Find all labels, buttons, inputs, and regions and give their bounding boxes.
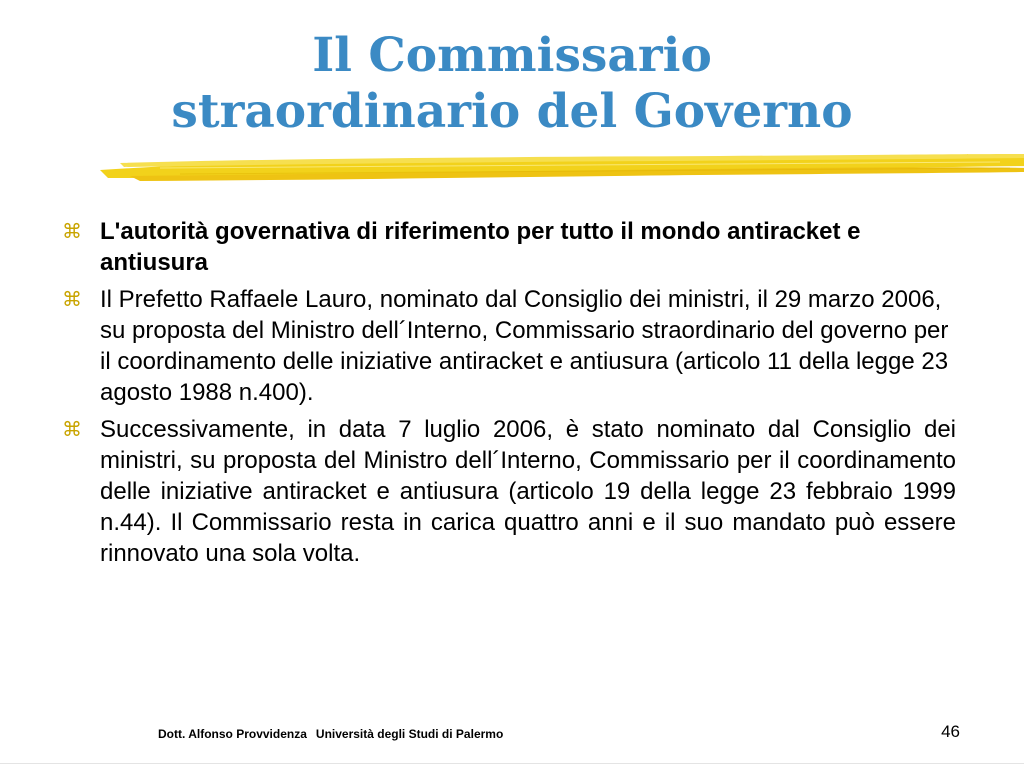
command-icon: ⌘ <box>62 287 82 311</box>
list-item <box>62 216 956 278</box>
footer-institution: Università degli Studi di Palermo <box>315 727 504 741</box>
slide-title <box>60 28 964 140</box>
list-item <box>62 414 956 569</box>
title-line-1: Il Commissario <box>312 28 712 83</box>
command-icon: ⌘ <box>62 219 82 243</box>
brush-stroke-underline <box>100 148 1024 188</box>
bottom-divider <box>0 763 1024 764</box>
list-item <box>62 284 956 408</box>
bullet-text: Il Prefetto Raffaele Lauro, nominato dal Consiglio dei ministri, il 29 marzo 2006, su proposta del Ministro dell´Interno, Commissario straordinario del governo per il coordinamento delle iniziative antiracket e antiusura (articolo 11 della legge 23 agosto 1988 n.400). <box>100 286 949 406</box>
footer <box>158 727 512 741</box>
title-line-2: straordinario del Governo <box>171 84 853 139</box>
bullet-text: L'autorità governativa di riferimento per tutto il mondo antiracket e antiusura <box>100 218 861 276</box>
command-icon: ⌘ <box>62 417 82 441</box>
bullet-text: Successivamente, in data 7 luglio 2006, è stato nominato dal Consiglio dei ministri, su proposta del Ministro dell´Interno, Commissario per il coordinamento delle iniziative antiracket e antiusura (articolo 19 della legge 23 febbraio 1999 n.44). Il Commissario resta in carica quattro anni e il suo mandato può essere rinnovato una sola volta. <box>100 416 956 567</box>
bullet-list <box>62 216 956 575</box>
footer-author: Dott. Alfonso Provvidenza <box>158 727 307 741</box>
page-number: 46 <box>941 722 960 741</box>
